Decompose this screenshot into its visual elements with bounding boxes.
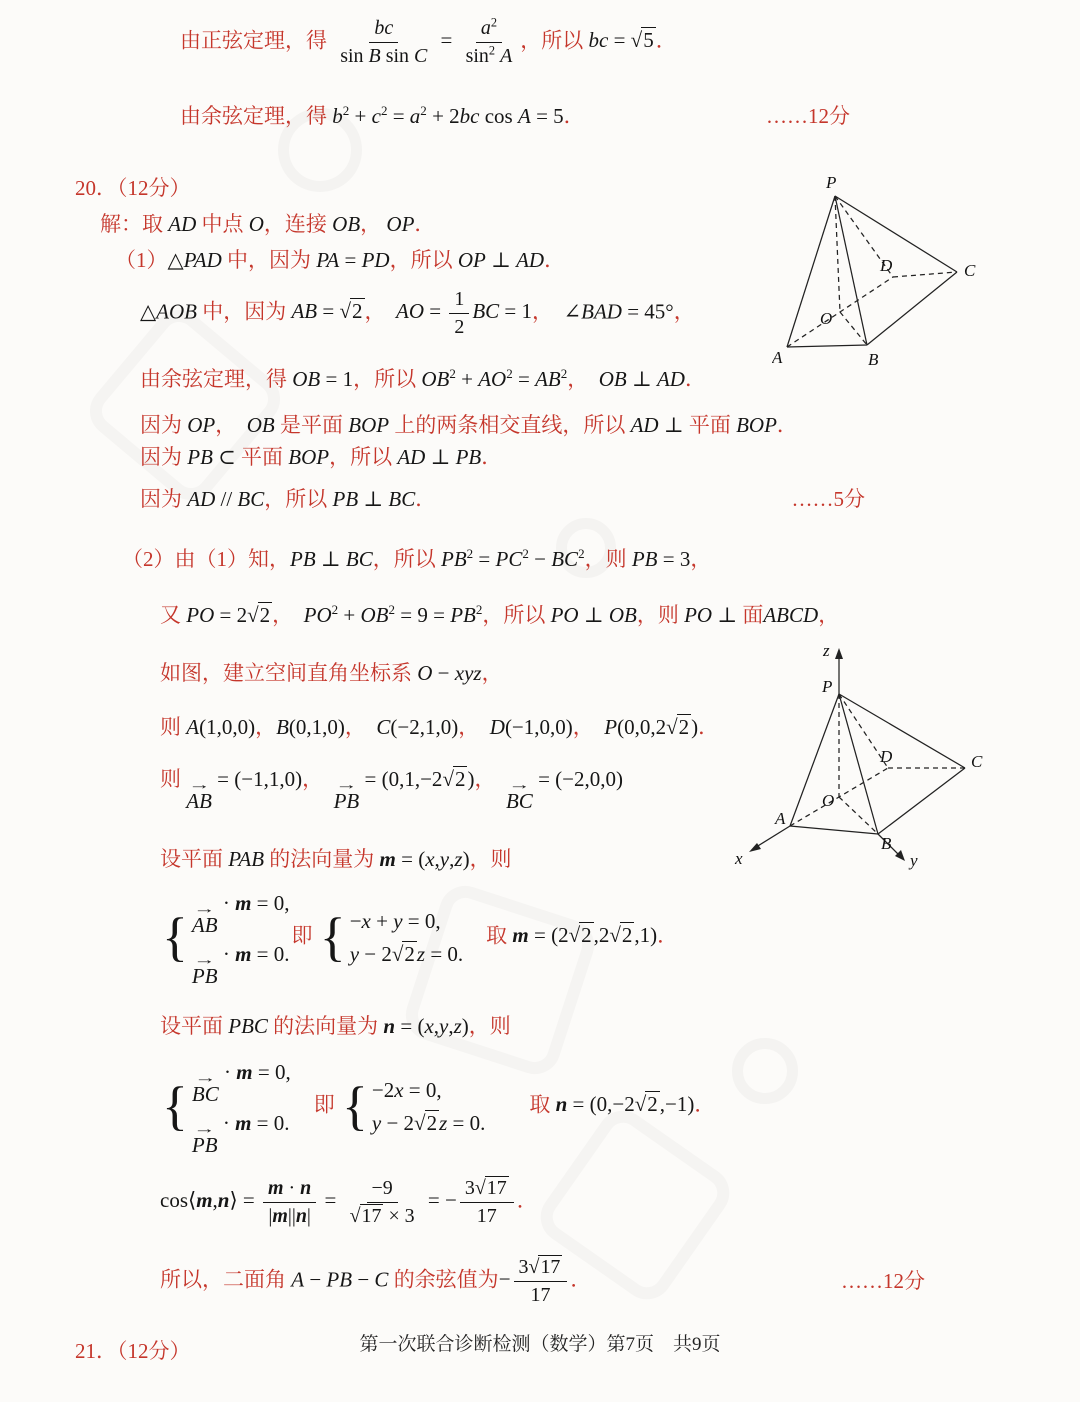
- line-text: 所以，二面角 A − PB − C 的余弦值为− $\frac{3√17}{17}$ ．: [160, 1255, 592, 1306]
- solution-line: [0, 764, 1080, 812]
- line-text: 由正弦定理，得 $\frac{bc}{\text{sin B sin C}}$ = $\frac{a^2}{\sin^2 A}$ ，所以 bc = √5．: [180, 15, 677, 67]
- solution-line: [0, 209, 1080, 239]
- conclusion-line: [0, 1255, 1080, 1308]
- line-text: 则 → AB = (−1,1,0)， → PB = (0,1,−2√2)， → BC = (−2,0,0): [160, 766, 623, 813]
- vertex-label-O: O: [820, 309, 833, 328]
- axis-label-z: z: [823, 642, 830, 660]
- solution-line: [0, 844, 1080, 874]
- solution-line: [0, 410, 1080, 440]
- line-text: 因为 OP， OB 是平面 BOP 上的两条相交直线，所以 AD ⊥ 平面 BOP．: [140, 412, 798, 437]
- line-text: 设平面 PBC 的法向量为 n = (x,y,z)，则: [160, 1013, 511, 1038]
- law-of-sines-line: [0, 16, 1080, 69]
- solution-content: [0, 16, 1080, 1366]
- line-text: { → AB · m = 0, → PB · m = 0. 即 { −x + y = 0, y − 2√2z = 0. 取 m = (2√2,2√2,1)．: [162, 890, 679, 988]
- solution-line: [0, 712, 1080, 742]
- axis-label-x: x: [735, 849, 743, 868]
- solution-line: [0, 1176, 1080, 1229]
- score-marker: ……5分: [791, 486, 865, 511]
- vertex-label-P: P: [822, 677, 833, 696]
- vertex-label-B: B: [868, 350, 879, 369]
- vertex-label-A: A: [775, 809, 786, 828]
- line-text: 设平面 PAB 的法向量为 m = (x,y,z)，则: [160, 846, 512, 871]
- line-text: 由余弦定理，得 $b^2 + c^2 = a^2 + 2bc$ cos A = 5．: [180, 102, 585, 128]
- line-text: 因为 PB ⊂ 平面 BOP，所以 AD ⊥ PB．: [140, 444, 503, 469]
- problem-20-header: [0, 173, 1080, 203]
- score-marker: ……12分: [766, 103, 850, 128]
- solution-line: [0, 544, 1080, 574]
- page-footer: 第一次联合诊断检测（数学）第7页 共9页: [359, 1334, 721, 1355]
- solution-line: [0, 1057, 1080, 1156]
- vertex-label-P: P: [826, 173, 837, 192]
- line-text: cos⟨m,n⟩ = $\frac{m \cdot n}{|m||n|}$ = $\frac{-9}{√17 \times 3}$ = − $\frac{3√17}{17}$ ．: [160, 1176, 538, 1227]
- vertex-label-A: A: [772, 348, 783, 367]
- vertex-label-B: B: [881, 834, 892, 853]
- vertex-label-D: D: [880, 256, 893, 275]
- line-text: 由余弦定理，得 OB = 1，所以 $OB^2 + AO^2 = AB^2$， OB ⊥ AD．: [140, 365, 706, 391]
- line-text: 因为 AD // BC，所以 PB ⊥ BC．: [140, 486, 437, 511]
- line-text: （1）△PAD 中，因为 PA = PD，所以 OP ⊥ AD．: [115, 247, 566, 272]
- solution-line: [0, 658, 1080, 688]
- law-of-cosines-line: [0, 101, 1080, 131]
- line-text: 21．（12分）: [75, 1338, 191, 1363]
- line-text: 又 PO = 2√2， $PO^2 + OB^2 = 9 = PB^2$，所以 PO ⊥ OB，则 PO ⊥ 面ABCD，: [160, 601, 840, 627]
- line-text: 如图，建立空间直角坐标系 O − xyz，: [160, 660, 503, 685]
- line-text: 解：取 AD 中点 O，连接 OB， OP．: [100, 211, 436, 236]
- vertex-label-D: D: [880, 747, 893, 766]
- line-text: { → BC · m = 0, → PB · m = 0. 即 { −2x = 0, y − 2√2z = 0. 取 n = (0,−2√2,−1)．: [162, 1059, 716, 1157]
- solution-line: [0, 888, 1080, 987]
- vertex-label-O: O: [822, 791, 835, 810]
- score-marker: ……12分: [841, 1269, 925, 1294]
- solution-line: [0, 364, 1080, 394]
- solution-line: [0, 484, 1080, 514]
- solution-line: [0, 245, 1080, 275]
- line-text: △AOB 中，因为 AB = √2， AO = $\frac{1}{2}$ BC = 1， ∠BAD = 45°，: [140, 287, 695, 338]
- vertex-label-C: C: [964, 261, 976, 280]
- line-text: 20．（12分）: [75, 175, 191, 200]
- vertex-label-C: C: [971, 752, 983, 771]
- axis-label-y: y: [910, 851, 918, 870]
- line-text: （2）由（1）知，PB ⊥ BC，所以 $PB^2 = PC^2 - BC^2$，则 PB = 3，: [122, 545, 712, 571]
- solution-line: [0, 600, 1080, 630]
- line-text: 则 A(1,0,0)，B(0,1,0)， C(−2,1,0)， D(−1,0,0)， P(0,0,2√2)．: [160, 714, 720, 739]
- solution-line: [0, 287, 1080, 340]
- solution-line: [0, 1011, 1080, 1041]
- solution-line: [0, 442, 1080, 472]
